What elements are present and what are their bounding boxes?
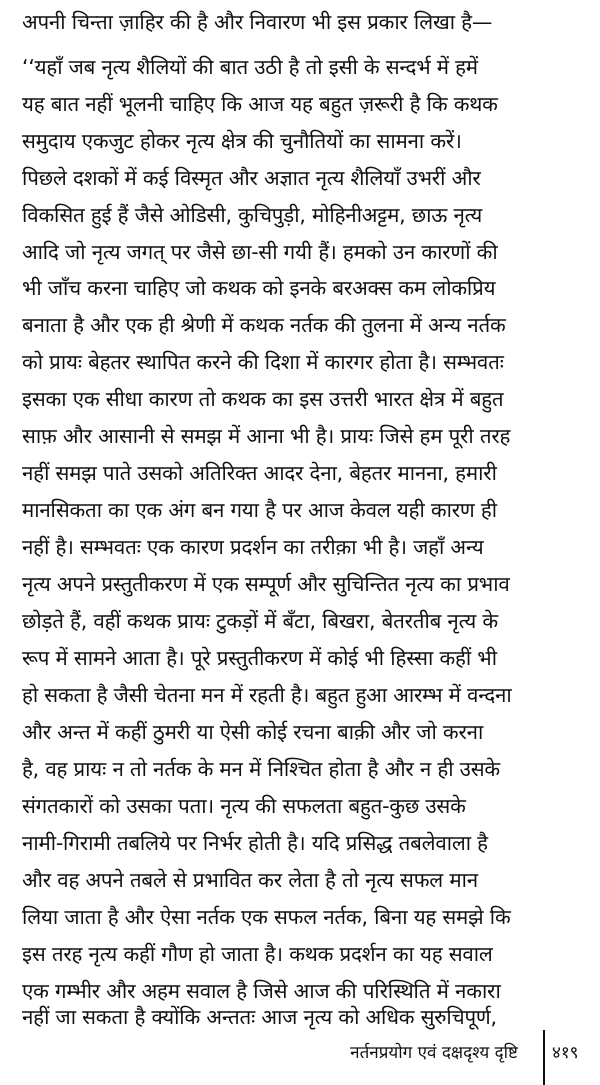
text-line: है, वह प्रायः न तो नर्तक के मन में निश्चित होता है और न ही उसके [22,757,500,781]
text-line: नृत्य अपने प्रस्तुतीकरण में एक सम्पूर्ण और सुचिन्तित नृत्य का प्रभाव [22,572,510,596]
text-line: को प्रायः बेहतर स्थापित करने की दिशा में कारगर होता है। सम्भवतः [22,350,504,374]
text-line: यह बात नहीं भूलनी चाहिए कि आज यह बहुत ज़रूरी है कि कथक [22,92,498,116]
running-footer-title: नर्तनप्रयोग एवं दक्षदृश्य दृष्टि [350,1043,518,1063]
text-line: नहीं समझ पाते उसको अतिरिक्त आदर देना, बेहतर मानना, हमारी [22,461,497,485]
text-line: और वह अपने तबले से प्रभावित कर लेता है तो नृत्य सफल मान [22,868,478,892]
text-line: भी जाँच करना चाहिए जो कथक को इनके बरअक्स कम लोकप्रिय [22,276,496,300]
text-line: मानसिकता का एक अंग बन गया है पर आज केवल यही कारण ही [22,498,497,522]
text-line: एक गम्भीर और अहम सवाल है जिसे आज की परिस्थिति में नकारा [22,979,501,1003]
text-line: साफ़ और आसानी से समझ में आना भी है। प्रायः जिसे हम पूरी तरह [22,424,511,448]
text-line: और अन्त में कहीं ठुमरी या ऐसी कोई रचना बाक़ी और जो करना [22,720,484,744]
text-line: ‘‘यहाँ जब नृत्य शैलियों की बात उठी है तो इसी के सन्दर्भ में हमें [22,55,478,79]
text-line: पिछले दशकों में कई विस्मृत और अज्ञात नृत्य शैलियाँ उभरीं और [22,166,481,190]
page-number: ४१९ [552,1043,579,1063]
text-line: छोड़ते हैं, वहीं कथक प्रायः टुकड़ों में बँटा, बिखरा, बेतरतीब नृत्य के [22,609,498,633]
text-line: लिया जाता है और ऐसा नर्तक एक सफल नर्तक, बिना यह समझे कि [22,905,511,929]
text-line: समुदाय एकजुट होकर नृत्य क्षेत्र की चुनौतियों का सामना करें। [22,129,462,153]
text-line: रूप में सामने आता है। पूरे प्रस्तुतीकरण में कोई भी हिस्सा कहीं भी [22,646,497,670]
text-line: हो सकता है जैसी चेतना मन में रहती है। बहुत हुआ आरम्भ में वन्दना [22,683,512,707]
text-line: अपनी चिन्ता ज़ाहिर की है और निवारण भी इस प्रकार लिखा है— [22,10,493,34]
text-line: इसका एक सीधा कारण तो कथक का इस उत्तरी भारत क्षेत्र में बहुत [22,387,504,411]
text-line: संगतकारों को उसका पता। नृत्य की सफलता बहुत-कुछ उसके [22,794,466,818]
text-line: आदि जो नृत्य जगत् पर जैसे छा-सी गयी हैं। हमको उन कारणों की [22,240,498,264]
footer-divider [543,1030,545,1085]
text-line: विकसित हुई हैं जैसे ओडिसी, कुचिपुड़ी, मोहिनीअट्टम, छाऊ नृत्य [22,203,483,227]
text-line: इस तरह नृत्य कहीं गौण हो जाता है। कथक प्रदर्शन का यह सवाल [22,942,493,966]
text-line: नहीं है। सम्भवतः एक कारण प्रदर्शन का तरीक़ा भी है। जहाँ अन्य [22,535,484,559]
text-line: नहीं जा सकता है क्योंकि अन्ततः आज नृत्य को अधिक सुरुचिपूर्ण, [22,1005,497,1029]
text-line: बनाता है और एक ही श्रेणी में कथक नर्तक की तुलना में अन्य नर्तक [22,313,506,337]
text-line: नामी-गिरामी तबलिये पर निर्भर होती है। यदि प्रसिद्ध तबलेवाला है [22,831,488,855]
